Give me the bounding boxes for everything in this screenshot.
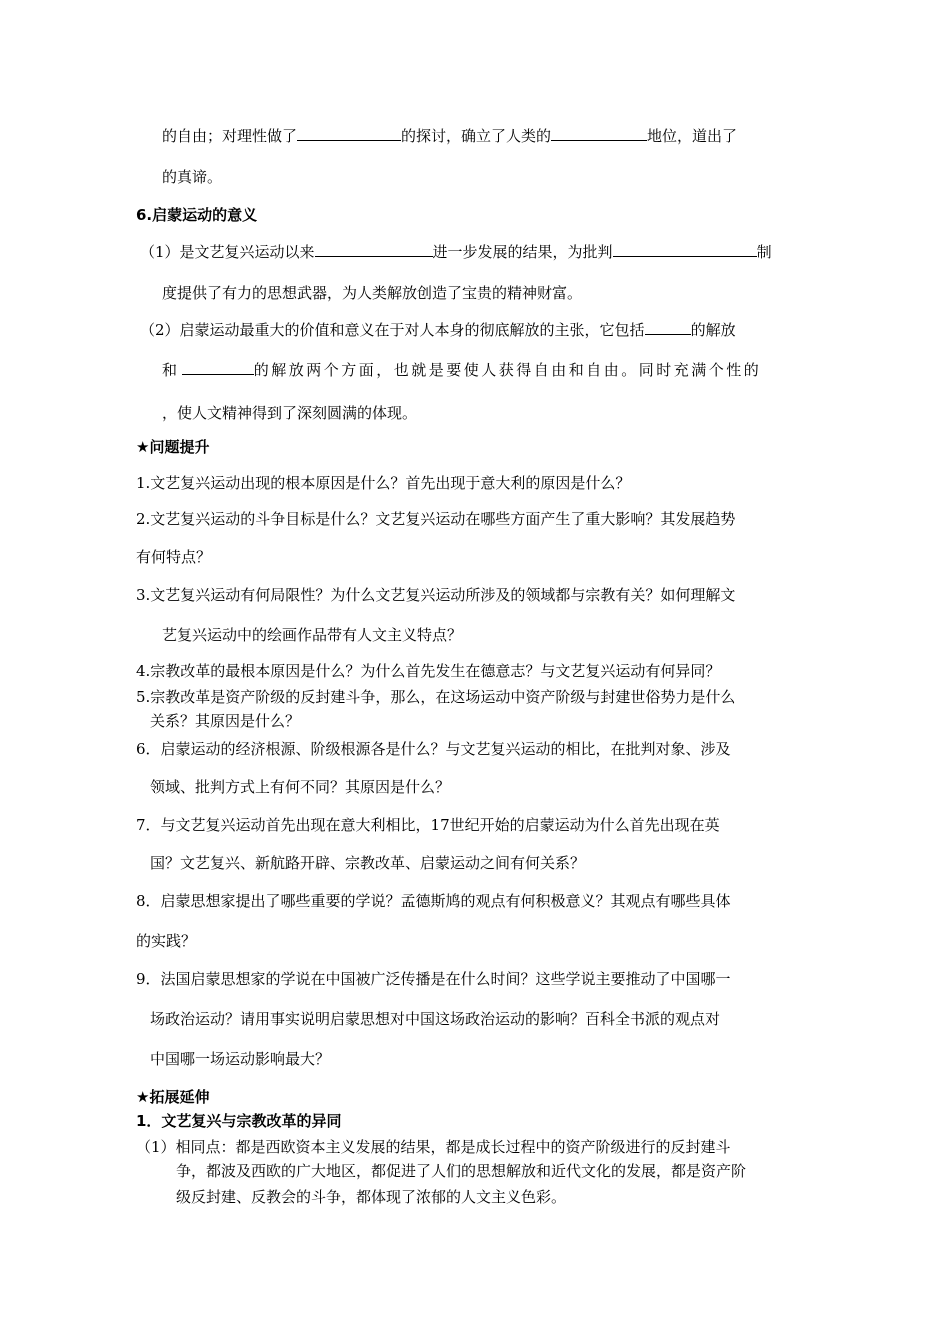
fill-blank[interactable] xyxy=(315,240,433,257)
section-6-item-2-line-1 xyxy=(140,318,736,341)
question-line: 2.文艺复兴运动的斗争目标是什么？文艺复兴运动在哪些方面产生了重大影响？其发展趋势 xyxy=(136,510,736,528)
intro-line-1 xyxy=(162,124,737,147)
intro-line-2: 的真谛。 xyxy=(162,168,223,186)
question-line: 7．与文艺复兴运动首先出现在意大利相比，17世纪开始的启蒙运动为什么首先出现在英 xyxy=(136,816,720,834)
question-line: 4.宗教改革的最根本原因是什么？为什么首先发生在德意志？与文艺复兴运动有何异同？ xyxy=(136,662,721,680)
fill-blank[interactable] xyxy=(551,124,647,141)
question-line: 9．法国启蒙思想家的学说在中国被广泛传播是在什么时间？这些学说主要推动了中国哪一 xyxy=(136,970,731,988)
question-line: 关系？其原因是什么？ xyxy=(150,712,301,730)
question-line: 3.文艺复兴运动有何局限性？为什么文艺复兴运动所涉及的领域都与宗教有关？如何理解文 xyxy=(136,586,736,604)
section-6-item-2-line-3: ，使人文精神得到了深刻圆满的体现。 xyxy=(162,404,418,422)
intro-text-b: 的探讨，确立了人类的 xyxy=(401,127,552,145)
extension-subtitle: 1．文艺复兴与宗教改革的异同 xyxy=(136,1112,342,1130)
item-1-text-c: 制 xyxy=(756,243,772,261)
extension-line: 级反封建、反教会的斗争，都体现了浓郁的人文主义色彩。 xyxy=(176,1188,567,1206)
intro-text-c: 地位，道出了 xyxy=(647,127,738,145)
item-2-text-a: （2）启蒙运动最重大的价值和意义在于对人本身的彻底解放的主张，它包括 xyxy=(140,321,645,339)
question-line: 中国哪一场运动影响最大？ xyxy=(150,1050,331,1068)
question-line: 的实践？ xyxy=(136,932,197,950)
item-2-text-d: 的解放两个方面，也就是要使人获得自由和自由。同时充满个性的 xyxy=(253,361,762,379)
fill-blank[interactable] xyxy=(645,318,691,335)
question-line: 场政治运动？请用事实说明启蒙思想对中国这场政治运动的影响？百科全书派的观点对 xyxy=(150,1010,721,1028)
item-2-text-b: 的解放 xyxy=(690,321,736,339)
question-line: 5.宗教改革是资产阶级的反封建斗争，那么，在这场运动中资产阶级与封建世俗势力是什么 xyxy=(136,688,736,706)
item-2-text-c: 和 xyxy=(162,361,178,379)
question-line: 领域、批判方式上有何不同？其原因是什么？ xyxy=(150,778,451,796)
question-line: 8．启蒙思想家提出了哪些重要的学说？孟德斯鸠的观点有何积极意义？其观点有哪些具体 xyxy=(136,892,731,910)
questions-title: ★问题提升 xyxy=(136,438,210,456)
fill-blank[interactable] xyxy=(297,124,401,141)
section-6-item-1-line-1 xyxy=(140,240,772,263)
extension-title: ★拓展延伸 xyxy=(136,1088,210,1106)
fill-blank[interactable] xyxy=(613,240,757,257)
question-line: 艺复兴运动中的绘画作品带有人文主义特点？ xyxy=(162,626,463,644)
question-line: 1.文艺复兴运动出现的根本原因是什么？首先出现于意大利的原因是什么？ xyxy=(136,474,631,492)
question-line: 国？文艺复兴、新航路开辟、宗教改革、启蒙运动之间有何关系？ xyxy=(150,854,586,872)
question-line: 6．启蒙运动的经济根源、阶级根源各是什么？与文艺复兴运动的相比，在批判对象、涉及 xyxy=(136,740,731,758)
section-6-title: 6.启蒙运动的意义 xyxy=(136,206,258,224)
extension-line: 争，都波及西欧的广大地区，都促进了人们的思想解放和近代文化的发展，都是资产阶 xyxy=(176,1162,747,1180)
item-1-text-a: （1）是文艺复兴运动以来 xyxy=(140,243,315,261)
fill-blank[interactable] xyxy=(182,358,254,375)
item-1-text-b: 进一步发展的结果，为批判 xyxy=(432,243,613,261)
question-line: 有何特点？ xyxy=(136,548,212,566)
extension-line: （1）相同点：都是西欧资本主义发展的结果，都是成长过程中的资产阶级进行的反封建斗 xyxy=(136,1138,731,1156)
section-6-item-2-line-2 xyxy=(162,358,812,381)
section-6-item-1-line-2: 度提供了有力的思想武器，为人类解放创造了宝贵的精神财富。 xyxy=(162,284,583,302)
intro-text-a: 的自由；对理性做了 xyxy=(162,127,298,145)
